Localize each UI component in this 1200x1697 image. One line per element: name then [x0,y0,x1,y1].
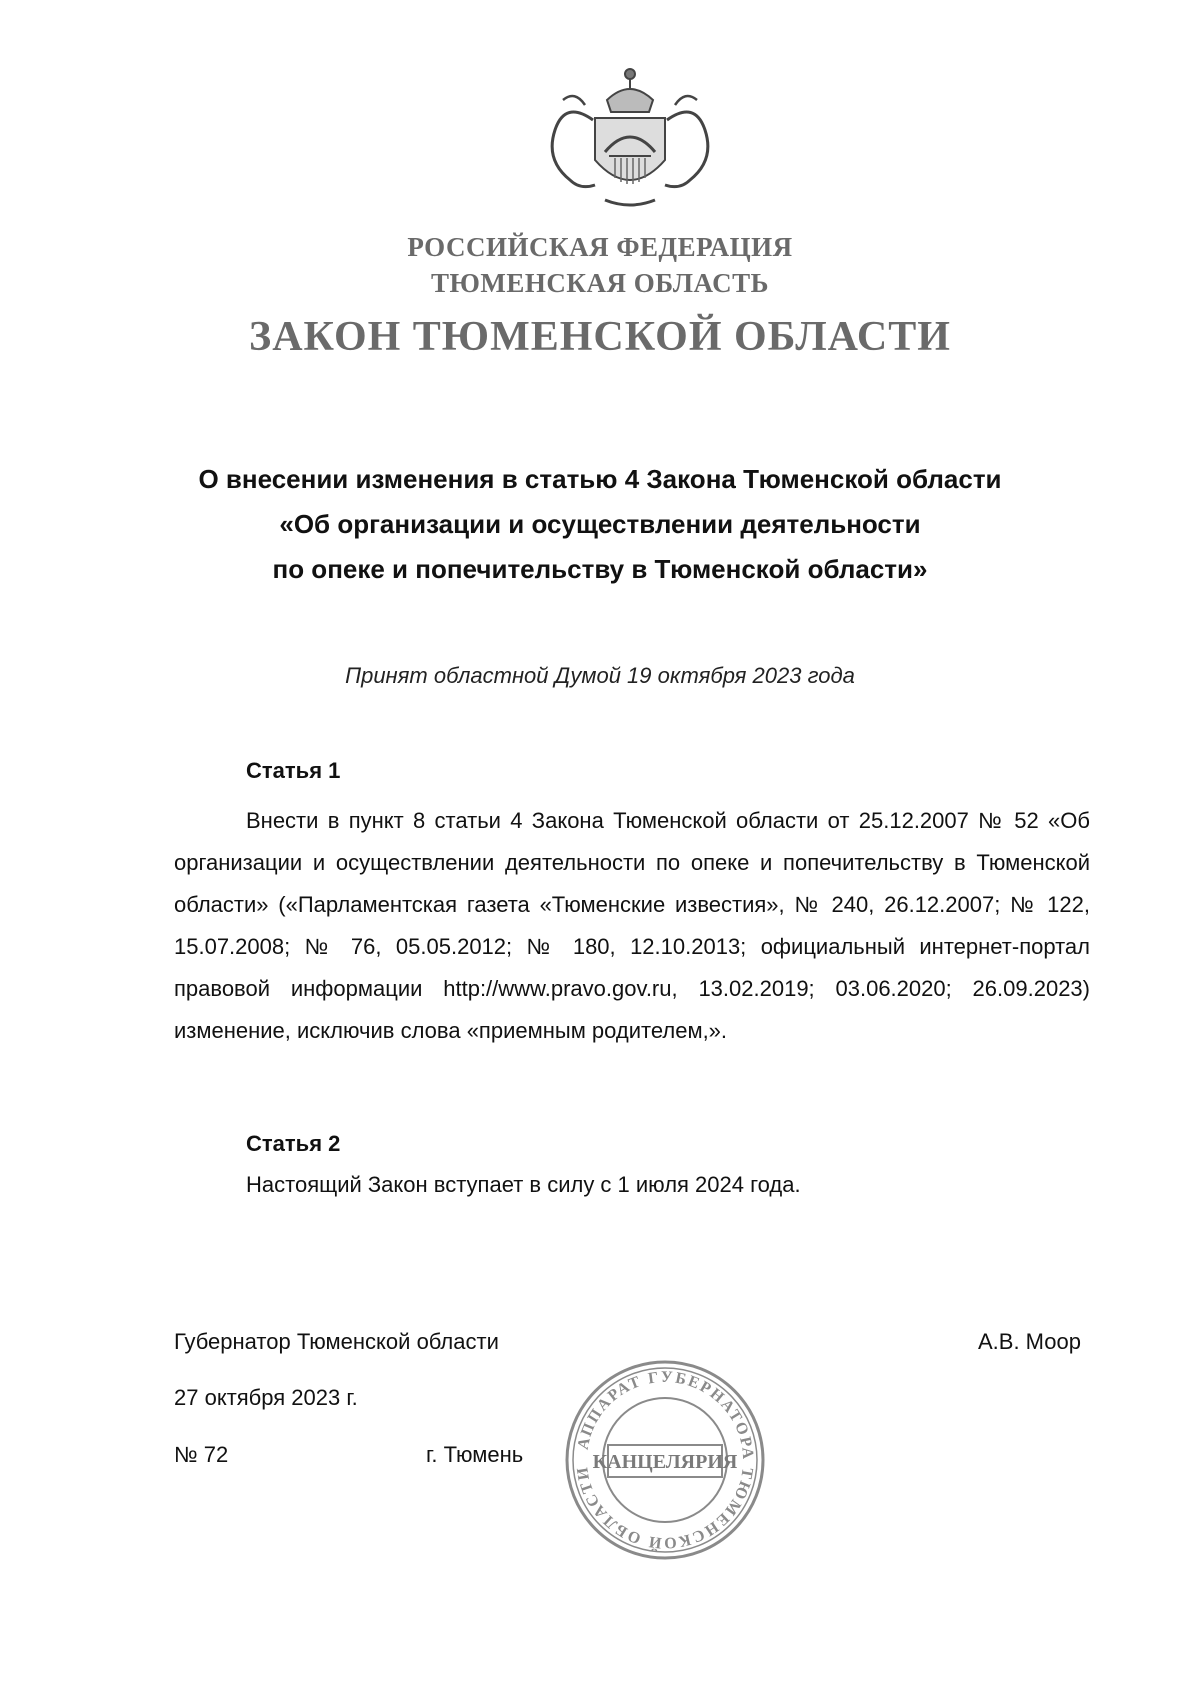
header-region: ТЮМЕНСКАЯ ОБЛАСТЬ [430,268,770,298]
signing-city: г. Тюмень [426,1442,524,1467]
law-title [0,457,1200,592]
article-1-heading: Статья 1 [246,758,341,783]
header-law-type: ЗАКОН ТЮМЕНСКОЙ ОБЛАСТИ [249,314,951,360]
article-1-body: Внести в пункт 8 статьи 4 Закона Тюменской области от 25.12.2007 № 52 «Об организации и осуществлении деятельности по опеке и попечительству в Тюменской области» («Парламентская газета «Тюменские известия», № 240, 26.12.2007; № 122, 15.07.2008; № 76, 05.05.2012; № 180, 12.10.2013; официальный интернет-портал правовой информации http://www.pravo.gov.ru, 13.02.2019; 03.06.2020; 26.09.2023) изменение, исключив слова «приемным родителем,». [174,808,1090,1043]
stamp-center-text: КАНЦЕЛЯРИЯ [592,1451,738,1473]
law-title-line: О внесении изменения в статью 4 Закона Тюменской области [198,464,1002,494]
article-2-body: Настоящий Закон вступает в силу с 1 июля 2024 года. [246,1172,801,1197]
header-country: РОССИЙСКАЯ ФЕДЕРАЦИЯ [407,232,793,262]
stamp-ring-text: АППАРАТ ГУБЕРНАТОРА ТЮМЕНСКОЙ ОБЛАСТИ [573,1368,757,1552]
official-stamp-icon [560,1355,770,1565]
law-title-line: «Об организации и осуществлении деятельности [279,509,921,539]
law-number: № 72 [174,1442,229,1467]
law-title-line: по опеке и попечительству в Тюменской области» [272,554,928,584]
coat-of-arms-icon [535,60,725,215]
article-2-heading: Статья 2 [246,1131,341,1156]
adoption-note: Принят областной Думой 19 октября 2023 года [345,663,855,688]
signing-date: 27 октября 2023 г. [174,1385,358,1410]
governor-title: Губернатор Тюменской области [174,1329,499,1354]
governor-name: А.В. Моор [978,1329,1081,1354]
